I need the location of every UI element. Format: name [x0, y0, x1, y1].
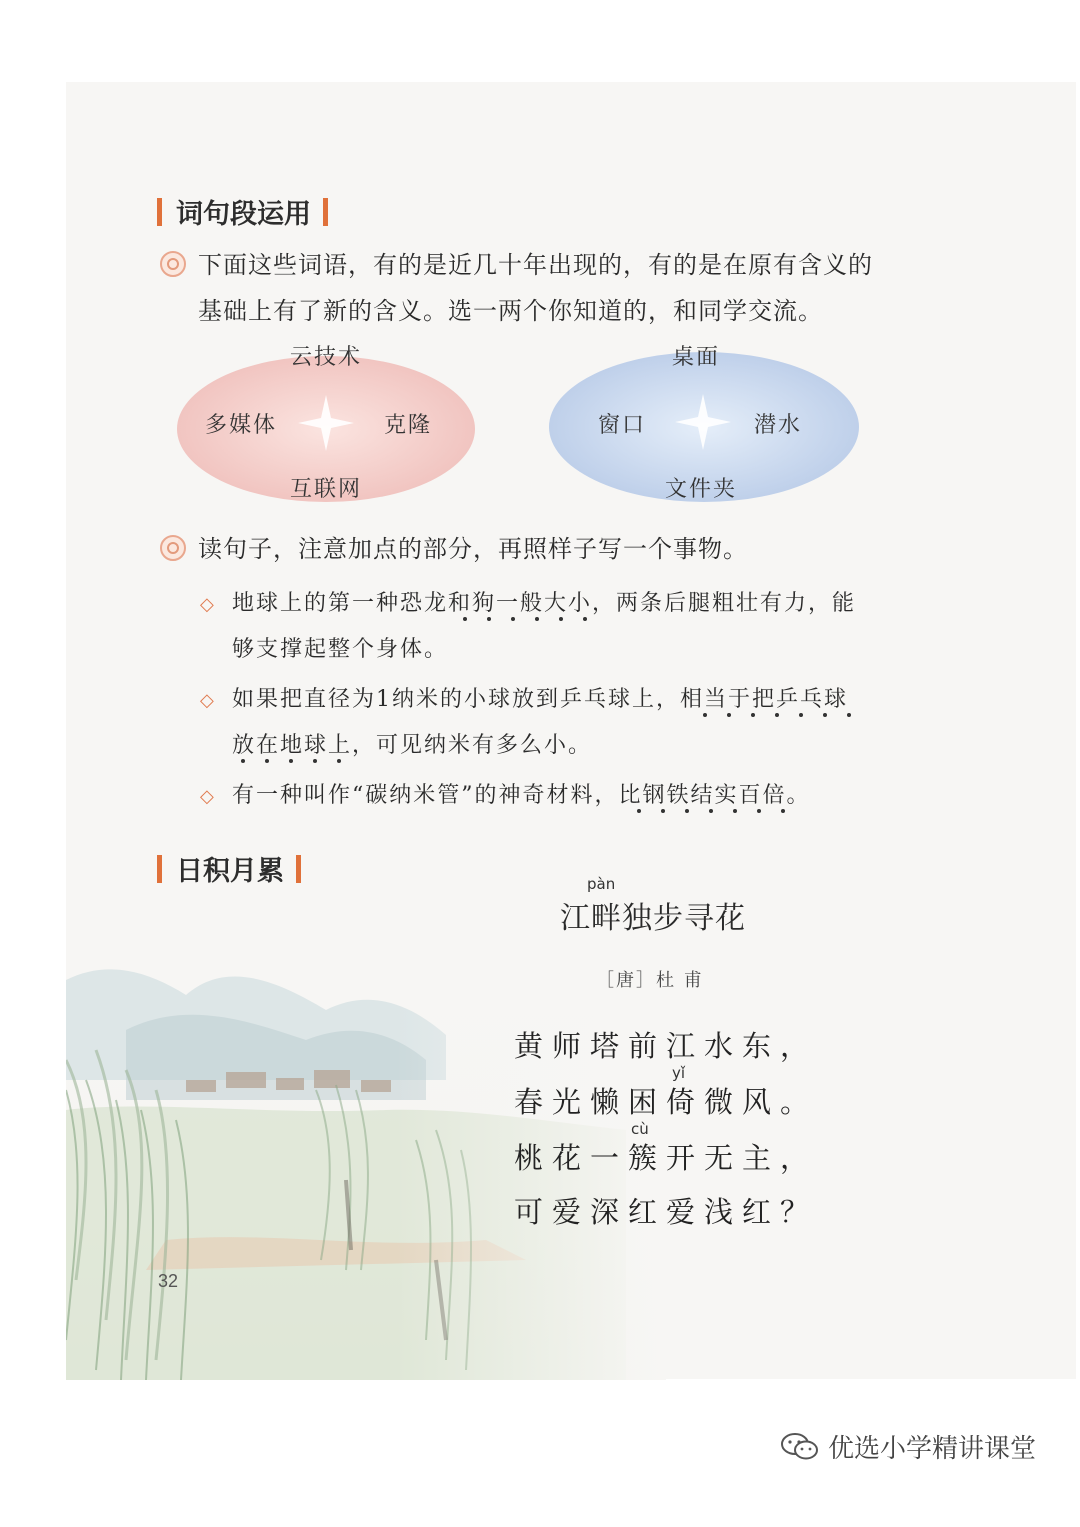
- sentence-1-line-2: 够支撑起整个身体。: [232, 637, 449, 662]
- word-qian-shui: 潜水: [754, 413, 803, 438]
- question-bullet-icon: [160, 535, 186, 561]
- word-duo-mei-ti: 多媒体: [205, 413, 278, 438]
- sentence-2-line-2: 放在地球上，可见纳米有多么小。: [232, 733, 593, 758]
- word-yun-ji-shu: 云技术: [290, 345, 363, 370]
- question-1-line-1: 下面这些词语，有的是近几十年出现的，有的是在原有含义的: [198, 251, 873, 279]
- poem-line-2: 春光懒困倚微风。: [514, 1085, 819, 1119]
- poem-line-4: 可爱深红爱浅红？: [514, 1195, 819, 1229]
- sentence-3-line-1: 有一种叫作“碳纳米管”的神奇材料，比钢铁结实百倍。: [232, 783, 811, 808]
- poem-line-3: 桃花一簇开无主，: [514, 1141, 819, 1175]
- poem-line-1: 黄师塔前江水东，: [514, 1029, 819, 1063]
- question-bullet-icon: [160, 251, 186, 277]
- heading-bar-right: [296, 855, 301, 883]
- word-wen-jian-jia: 文件夹: [665, 477, 738, 502]
- pinyin-cu: cù: [631, 1120, 649, 1138]
- question-1-line-2: 基础上有了新的含义。选一两个你知道的，和同学交流。: [198, 297, 823, 325]
- sentence-2-line-1: 如果把直径为1纳米的小球放到乒乓球上，相当于把乒乓球: [232, 687, 848, 712]
- section-title: 日积月累: [176, 856, 284, 887]
- sparkle-icon: [673, 392, 733, 452]
- word-ke-long: 克隆: [384, 413, 433, 438]
- wechat-watermark: [780, 1428, 1036, 1465]
- heading-bar-left: [157, 855, 162, 883]
- word-chuang-kou: 窗口: [598, 413, 647, 438]
- page-number: 32: [158, 1271, 179, 1291]
- heading-bar-right: [323, 198, 328, 226]
- diamond-bullet-icon: ◇: [200, 690, 214, 711]
- section-heading-ci-ju-duan: [157, 192, 328, 231]
- watermark-text: 优选小学精讲课堂: [828, 1434, 1037, 1464]
- heading-bar-left: [157, 198, 162, 226]
- sentence-1-line-1: 地球上的第一种恐龙和狗一般大小，两条后腿粗壮有力，能: [232, 591, 857, 616]
- section-heading-ri-ji-yue-lei: [157, 849, 301, 888]
- section-title: 词句段运用: [176, 199, 311, 230]
- pinyin-pan: pàn: [587, 875, 616, 893]
- word-zhuo-mian: 桌面: [672, 345, 721, 370]
- sparkle-icon: [296, 393, 356, 453]
- diamond-bullet-icon: ◇: [200, 786, 214, 807]
- word-hu-lian-wang: 互联网: [290, 477, 363, 502]
- question-2-text: 读句子，注意加点的部分，再照样子写一个事物。: [198, 535, 748, 563]
- poem-title: 江畔独步寻花: [560, 901, 746, 936]
- poem-author: ［唐］杜 甫: [596, 970, 704, 991]
- diamond-bullet-icon: ◇: [200, 594, 214, 615]
- wechat-icon: [780, 1431, 820, 1463]
- pinyin-yi: yǐ: [672, 1064, 686, 1082]
